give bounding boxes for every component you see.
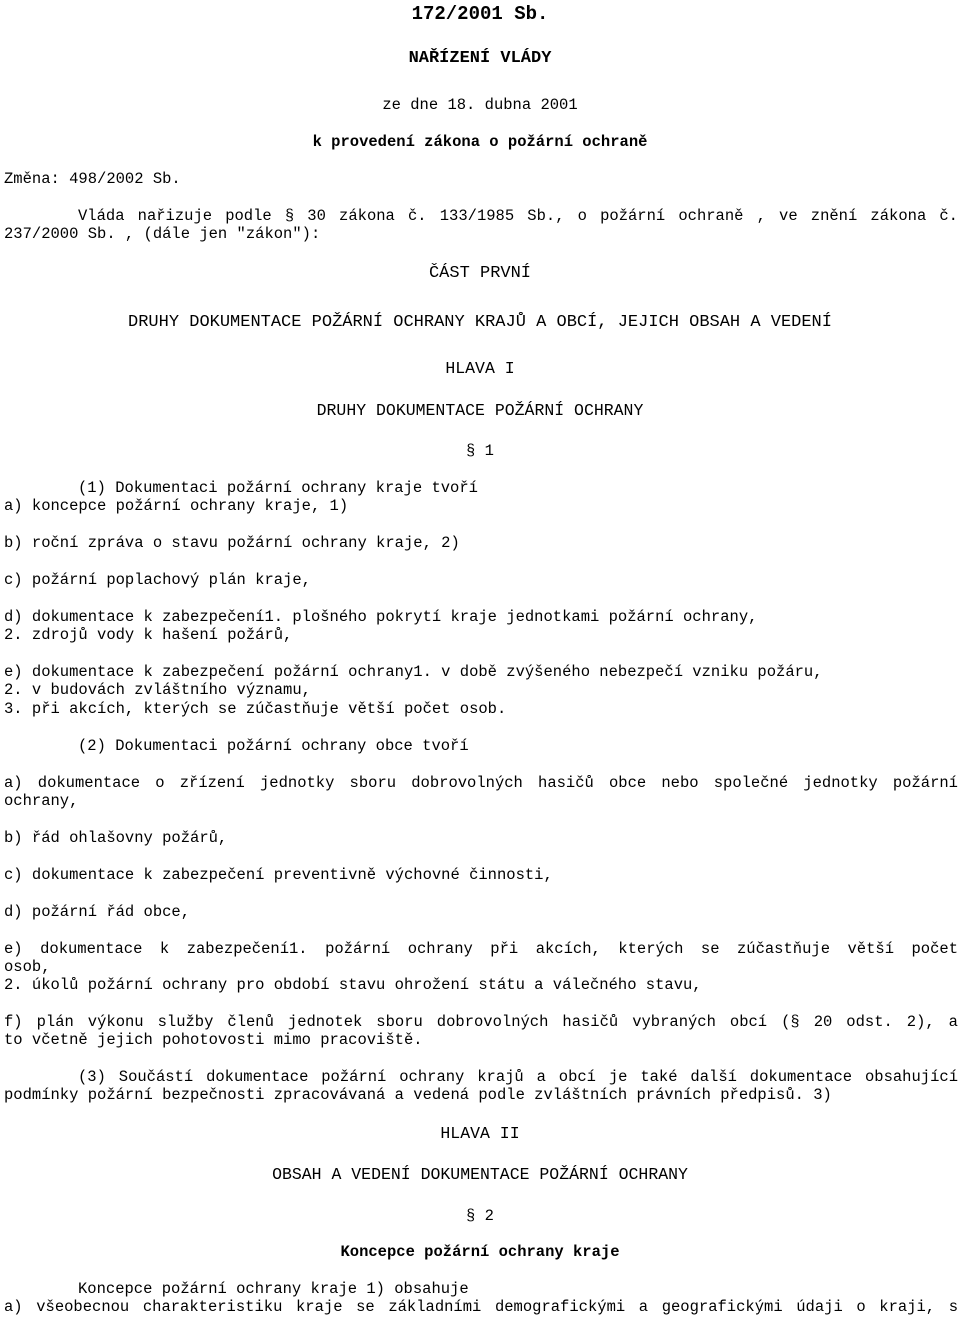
amendment-note: Změna: 498/2002 Sb. bbox=[4, 170, 181, 188]
list-item: d) dokumentace k zabezpečení1. plošného pokrytí kraje jednotkami požární ochrany, bbox=[4, 608, 758, 626]
list-item: osob, bbox=[4, 958, 51, 976]
concept-intro: Koncepce požární ochrany kraje 1) obsahuje bbox=[78, 1280, 469, 1298]
part-heading: DRUHY DOKUMENTACE POŽÁRNÍ OCHRANY KRAJŮ A OBCÍ, JEJICH OBSAH A VEDENÍ bbox=[128, 313, 832, 332]
list-item: b) roční zpráva o stavu požární ochrany kraje, 2) bbox=[4, 534, 460, 552]
chapter-1-heading: DRUHY DOKUMENTACE POŽÁRNÍ OCHRANY bbox=[316, 401, 644, 420]
list-item: e) dokumentace k zabezpečení1. požární ochrany při akcích, kterých se zúčastňuje větší počet bbox=[4, 940, 958, 958]
section-1-mark: § 1 bbox=[466, 442, 494, 460]
chapter-2-heading: OBSAH A VEDENÍ DOKUMENTACE POŽÁRNÍ OCHRANY bbox=[272, 1165, 688, 1184]
list-item: d) požární řád obce, bbox=[4, 903, 191, 921]
paragraph-1-intro: (1) Dokumentaci požární ochrany kraje tvoří bbox=[78, 479, 478, 497]
paragraph-3-line-1: (3) Součástí dokumentace požární ochrany krajů a obcí je také další dokumentace obsahující bbox=[78, 1068, 958, 1086]
list-item: a) koncepce požární ochrany kraje, 1) bbox=[4, 497, 349, 515]
list-item: c) dokumentace k zabezpečení preventivně výchovné činnosti, bbox=[4, 866, 553, 884]
list-item: 2. úkolů požární ochrany pro období stavu ohrožení státu a válečného stavu, bbox=[4, 976, 702, 994]
chapter-1-title: HLAVA I bbox=[445, 359, 515, 378]
list-item: c) požární poplachový plán kraje, bbox=[4, 571, 311, 589]
section-2-subheading: Koncepce požární ochrany kraje bbox=[340, 1243, 620, 1261]
list-item: a) dokumentace o zřízení jednotky sboru dobrovolných hasičů obce nebo společné jednotky požární bbox=[4, 774, 958, 792]
preamble-line-2: 237/2000 Sb. , (dále jen "zákon"): bbox=[4, 225, 321, 243]
list-item: b) řád ohlašovny požárů, bbox=[4, 829, 228, 847]
list-item: to včetně jejich pohotovosti mimo pracoviště. bbox=[4, 1031, 423, 1049]
chapter-2-title: HLAVA II bbox=[440, 1124, 520, 1143]
list-item: f) plán výkonu služby členů jednotek sboru dobrovolných hasičů vybraných obcí (§ 20 odst. 2), a bbox=[4, 1013, 958, 1031]
document-subject: k provedení zákona o požární ochraně bbox=[312, 133, 648, 151]
document-type: NAŘÍZENÍ VLÁDY bbox=[408, 49, 552, 68]
list-item: ochrany, bbox=[4, 792, 79, 810]
preamble-line-1: Vláda nařizuje podle § 30 zákona č. 133/1985 Sb., o požární ochraně , ve znění zákona č. bbox=[78, 207, 958, 225]
list-item: e) dokumentace k zabezpečení požární ochrany1. v době zvýšeného nebezpečí vzniku požáru, bbox=[4, 663, 823, 681]
list-item: 2. v budovách zvláštního významu, bbox=[4, 681, 311, 699]
part-title: ČÁST PRVNÍ bbox=[428, 264, 532, 283]
list-item: a) všeobecnou charakteristiku kraje se základními demografickými a geografickými údaji o kraji, s bbox=[4, 1298, 958, 1316]
list-item: 3. při akcích, kterých se zúčastňuje větší počet osob. bbox=[4, 700, 507, 718]
section-2-mark: § 2 bbox=[466, 1207, 494, 1225]
paragraph-2-intro: (2) Dokumentaci požární ochrany obce tvoří bbox=[78, 737, 469, 755]
paragraph-3-line-2: podmínky požární bezpečnosti zpracovávaná a vedená podle zvláštních právních předpisů. 3) bbox=[4, 1086, 832, 1104]
issue-date: ze dne 18. dubna 2001 bbox=[382, 96, 578, 114]
regulation-number: 172/2001 Sb. bbox=[411, 3, 549, 25]
list-item: 2. zdrojů vody k hašení požárů, bbox=[4, 626, 293, 644]
